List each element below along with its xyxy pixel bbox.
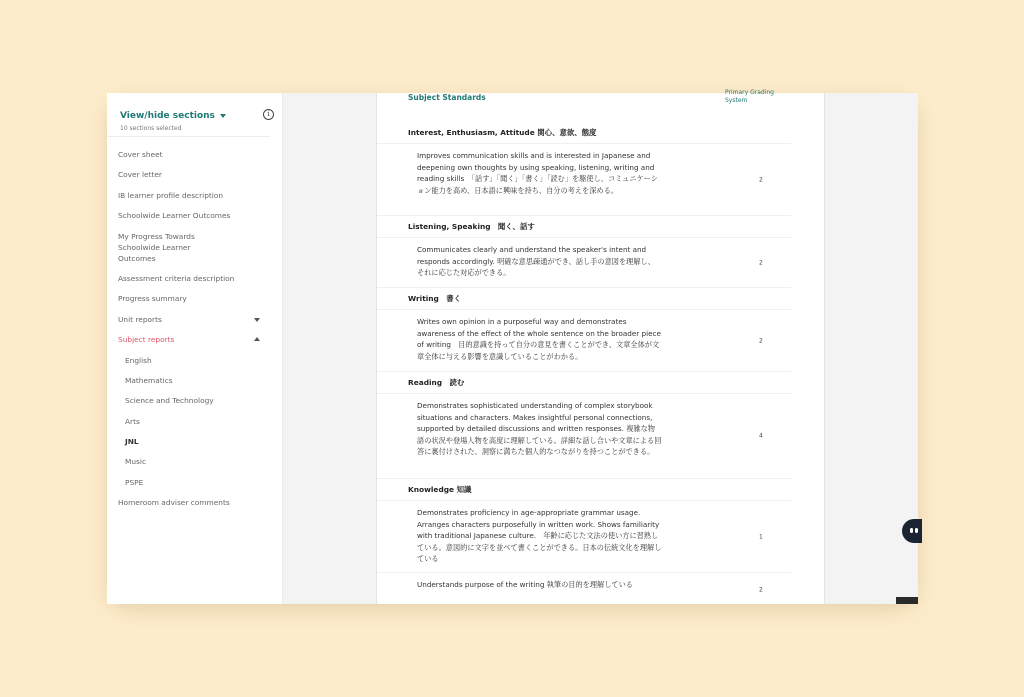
sidebar-item-cover-letter[interactable]: Cover letter	[118, 170, 162, 180]
category-heading: Knowledge 知識	[377, 479, 791, 501]
grading-system-heading: Primary Grading System	[725, 89, 774, 104]
standard-description: Demonstrates proficiency in age-appropriate grammar usage. Arranges characters purposefully in written work. Shows familiarity with traditional Japanese culture. 年齢に応じた文法の使い方に習熟している。意図的に文字を並べて書くことができる。日本の伝統文化を理解している	[417, 508, 662, 564]
sidebar-header	[107, 103, 270, 137]
caret-down-icon	[220, 114, 226, 118]
sidebar-item-music[interactable]: Music	[125, 457, 147, 467]
report-preview-area[interactable]	[283, 89, 918, 604]
chat-bot-icon	[915, 528, 918, 533]
grade-value: 2	[759, 176, 763, 183]
grade-value: 1	[759, 533, 763, 540]
corner-tab[interactable]	[896, 597, 918, 604]
category-heading: Interest, Enthusiasm, Attitude 関心、意欲、態度	[377, 122, 791, 144]
sidebar-item-assessment-criteria[interactable]: Assessment criteria description	[118, 273, 235, 283]
table-row	[377, 573, 791, 607]
grade-value: 2	[759, 337, 763, 344]
standard-description: Demonstrates sophisticated understanding of complex storybook situations and characters. Makes insightful personal connections, supported by detailed discussions and written responses. 複雑な物語の状況や登場人物を高度に理解している。詳細な話し合いや文章による回答に裏付けされた、洞察に満ちた個人的なつながりを持つことができる。	[417, 401, 662, 457]
grade-value: 4	[759, 432, 763, 440]
table-row	[377, 501, 791, 573]
grade-value: 2	[759, 586, 763, 594]
sidebar-item-unit-reports[interactable]	[107, 314, 282, 325]
sidebar-item-ib-learner-profile[interactable]: IB learner profile description	[118, 190, 224, 200]
table-row	[377, 144, 791, 216]
sections-sidebar	[107, 93, 283, 604]
sidebar-item-homeroom-comments[interactable]: Homeroom adviser comments	[118, 498, 230, 508]
grade-value: 2	[759, 259, 763, 266]
sidebar-item-progress-summary[interactable]: Progress summary	[118, 294, 187, 304]
chat-launcher-button[interactable]	[902, 519, 922, 543]
sidebar-item-pspe[interactable]: PSPE	[125, 477, 144, 487]
standards-table-header	[377, 89, 824, 122]
standard-description: Improves communication skills and is interested in Japanese and deepening own thoughts by using speaking, listening, writing and reading skills 「話す」「聞く」「書く」「読む」を駆使し、コミュニケーション能力を高め、日本語に興味を持ち、自分の考えを深める。	[417, 151, 658, 195]
sidebar-item-subject-reports[interactable]	[107, 334, 282, 345]
subject-standards-heading: Subject Standards	[408, 93, 486, 102]
sidebar-item-label: Subject reports	[118, 335, 175, 345]
view-hide-sections-label: View/hide sections	[120, 111, 215, 121]
table-row	[377, 310, 791, 372]
info-icon[interactable]: i	[263, 109, 274, 120]
sidebar-item-science-technology[interactable]: Science and Technology	[125, 396, 214, 406]
sections-selected-count: 10 sections selected	[120, 125, 182, 132]
sidebar-item-english[interactable]: English	[125, 355, 152, 365]
table-row	[377, 238, 791, 288]
report-card-window	[107, 89, 918, 604]
sidebar-item-jnl[interactable]: JNL	[125, 437, 139, 447]
sidebar-item-cover-sheet[interactable]: Cover sheet	[118, 150, 163, 159]
category-heading: Reading 読む	[377, 372, 791, 394]
standard-description: Understands purpose of the writing 執筆の目的を理解している	[417, 580, 633, 589]
standard-description: Writes own opinion in a purposeful way and demonstrates awareness of the effect of the whole sentence on the broader piece of writing 目的意識を持って自分の意見を書くことができ、文章全体が文章全体に与える影響を意識していることがわかる。	[417, 317, 661, 361]
table-row	[377, 394, 791, 479]
view-hide-sections-toggle[interactable]	[120, 111, 226, 121]
chevron-up-icon	[254, 337, 260, 341]
sidebar-item-schoolwide-outcomes[interactable]: Schoolwide Learner Outcomes	[118, 211, 231, 221]
category-heading: Listening, Speaking 聞く、話す	[377, 216, 791, 238]
sidebar-item-mathematics[interactable]: Mathematics	[125, 375, 173, 385]
report-document	[376, 89, 825, 604]
category-heading: Writing 書く	[377, 288, 791, 310]
standard-description: Communicates clearly and understand the speaker's intent and responds accordingly. 明確な意思疎通ができ、話し手の意図を理解し、それに応じた対応ができる。	[417, 245, 655, 278]
sidebar-item-my-progress[interactable]: My Progress Towards Schoolwide Learner Outcomes	[118, 231, 195, 263]
chat-bot-icon	[910, 528, 913, 533]
sidebar-item-arts[interactable]: Arts	[125, 416, 140, 426]
sidebar-item-label: Unit reports	[118, 314, 162, 324]
chevron-down-icon	[254, 318, 260, 322]
